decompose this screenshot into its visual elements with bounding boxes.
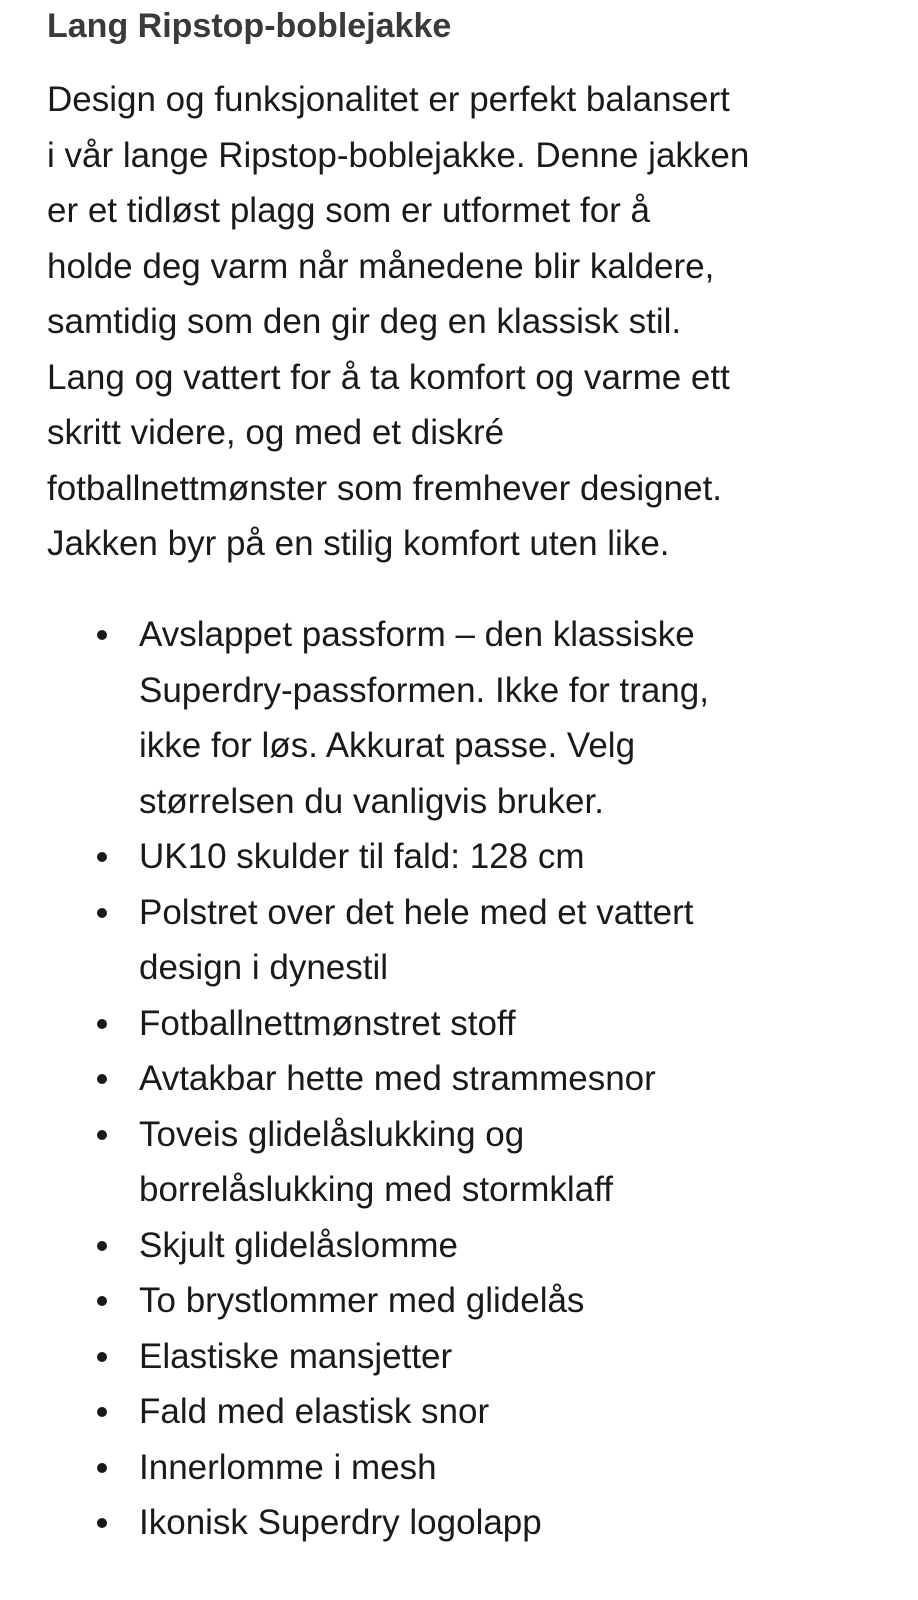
bullet-icon xyxy=(97,1495,111,1551)
feature-text: Skjult glidelåslomme xyxy=(139,1225,459,1265)
feature-text: To brystlommer med glidelås xyxy=(139,1281,585,1320)
bullet-icon xyxy=(97,996,111,1052)
bullet-icon xyxy=(97,1273,111,1329)
description-line: i vår lange Ripstop-boblejakke. Denne jakken xyxy=(47,135,750,175)
feature-item xyxy=(0,1107,918,1218)
product-title: Lang Ripstop-boblejakke xyxy=(47,7,452,45)
feature-text: borrelåslukking med stormklaff xyxy=(139,1170,613,1209)
feature-text: Elastiske mansjetter xyxy=(139,1336,453,1376)
feature-item xyxy=(0,996,918,1052)
feature-text: Ikonisk Superdry logolapp xyxy=(139,1503,542,1542)
feature-item xyxy=(0,1440,918,1496)
feature-item xyxy=(0,1051,918,1107)
bullet-icon xyxy=(97,1107,111,1163)
description-line: fotballnettmønster som fremhever designet. xyxy=(47,468,723,508)
description-line: er et tidløst plagg som er utformet for å xyxy=(47,191,651,230)
feature-text: Innerlomme i mesh xyxy=(139,1447,437,1487)
bullet-icon xyxy=(97,1051,111,1107)
feature-text: Toveis glidelåslukking og xyxy=(139,1114,525,1154)
feature-text: Superdry-passformen. Ikke for trang, xyxy=(139,670,709,710)
feature-item xyxy=(0,607,918,829)
description-line: skritt videre, og med et diskré xyxy=(47,413,505,452)
feature-text: Fotballnettmønstret stoff xyxy=(139,1003,516,1043)
feature-item xyxy=(0,885,918,996)
feature-text: Fald med elastisk snor xyxy=(139,1392,490,1431)
feature-text: Polstret over det hele med et vattert xyxy=(139,892,694,932)
bullet-icon xyxy=(97,607,111,663)
description-line: holde deg varm når månedene blir kaldere, xyxy=(47,246,715,286)
description-line: Lang og vattert for å ta komfort og varme ett xyxy=(47,357,730,397)
description-line: Design og funksjonalitet er perfekt balansert xyxy=(47,80,730,119)
feature-item xyxy=(0,1218,918,1274)
bullet-icon xyxy=(97,1329,111,1385)
feature-text: størrelsen du vanligvis bruker. xyxy=(139,781,604,821)
description-line: Jakken byr på en stilig komfort uten like. xyxy=(47,524,670,563)
feature-list xyxy=(0,607,918,1551)
bullet-icon xyxy=(97,1218,111,1274)
description-line: samtidig som den gir deg en klassisk stil. xyxy=(47,302,682,341)
bullet-icon xyxy=(97,1440,111,1496)
product-description xyxy=(47,72,877,572)
bullet-icon xyxy=(97,1384,111,1440)
feature-item xyxy=(0,829,918,885)
feature-item xyxy=(0,1273,918,1329)
bullet-icon xyxy=(97,829,111,885)
feature-text: UK10 skulder til fald: 128 cm xyxy=(139,837,585,876)
feature-text: Avtakbar hette med strammesnor xyxy=(139,1059,656,1098)
feature-text: design i dynestil xyxy=(139,948,389,987)
feature-item xyxy=(0,1495,918,1551)
bullet-icon xyxy=(97,885,111,941)
feature-text: Avslappet passform – den klassiske xyxy=(139,615,695,654)
feature-item xyxy=(0,1329,918,1385)
feature-item xyxy=(0,1384,918,1440)
feature-text: ikke for løs. Akkurat passe. Velg xyxy=(139,726,636,765)
